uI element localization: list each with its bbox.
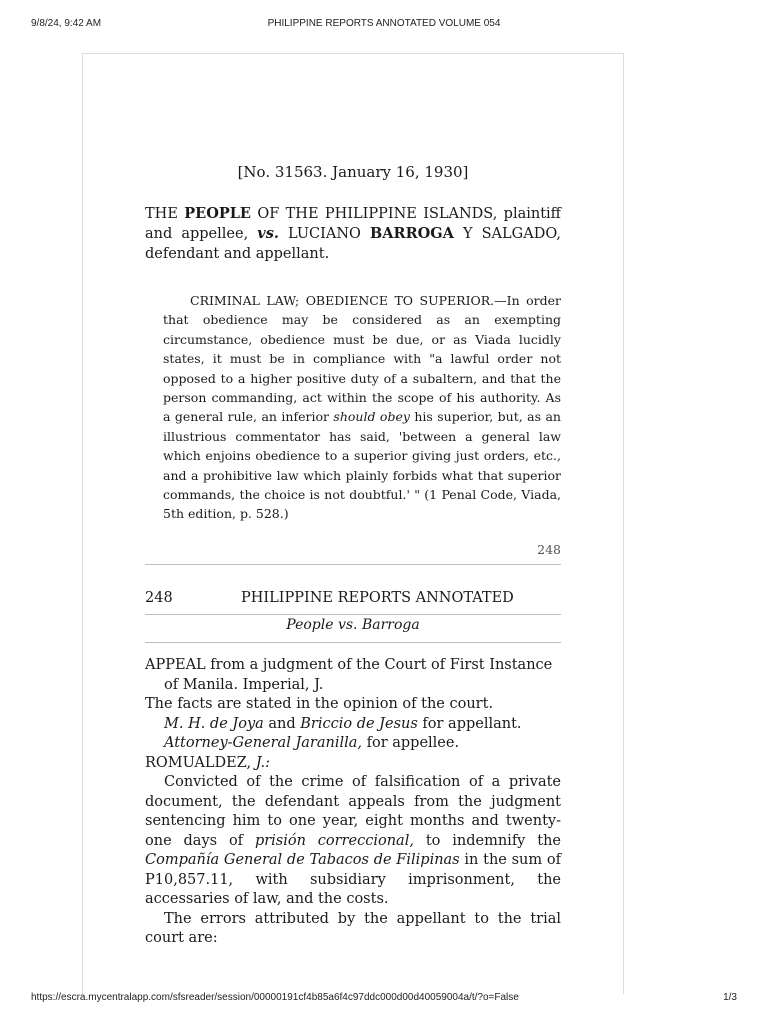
document-page	[82, 53, 624, 994]
case-number: [No. 31563. January 16, 1930]	[237, 163, 469, 181]
syllabus	[163, 291, 561, 524]
case-parties	[145, 204, 561, 264]
p1-text-e: in the sum of P10,857.11, with subsidiary imprisonment, the accessaries of law, and the costs.	[145, 852, 561, 907]
appeal-line: APPEAL from a judgment of the Court of First Instance of Manila. Imperial, J.	[145, 657, 553, 693]
running-head-title: PHILIPPINE REPORTS ANNOTATED	[241, 590, 514, 606]
p1-text-b: prisión correccional,	[254, 832, 414, 849]
syllabus-text-1: CRIMINAL LAW; OBEDIENCE TO SUPERIOR.—In order that obedience may be considered as an exempting circumstance, obedience must be due, or as Viada lucidly states, it must be in compliance with "a lawful order not opposed to a higher positive duty of a subaltern, and that the person commanding, act within the scope of his authority. As a general rule, an inferior	[163, 293, 561, 425]
counsel-appellee	[145, 734, 561, 754]
p1-text-d: Compañía General de Tabacos de Filipinas	[145, 852, 460, 868]
print-page-indicator: 1/3	[723, 992, 737, 1003]
counsel-name-3: Attorney-General Jaranilla,	[164, 735, 362, 751]
p1-text-a: Convicted of the crime of falsification of a private document, the defendant appeals from the judgment sentencing him to one year, eight months and twenty-one days of	[145, 774, 561, 849]
running-head-subtitle: People vs. Barroga	[286, 617, 420, 633]
counsel-role-1: for appellant.	[417, 715, 522, 732]
parties-vs: vs.	[257, 225, 279, 242]
parties-barroga: BARROGA	[370, 225, 454, 242]
print-url: https://escra.mycentralapp.com/sfsreader/session/00000191cf4b85a6f4c97ddc000d00d40059004a/t/?o=False	[31, 992, 519, 1003]
justice-title: J.:	[255, 754, 270, 771]
parties-people: PEOPLE	[184, 205, 251, 222]
parties-text-4: Y SALGADO, defendant and appellant.	[145, 226, 561, 262]
syllabus-text-3: his superior, but, as an illustrious commentator has said, 'between a general law which enjoins obedience to a superior giving just orders, etc., and a prohibitive law which plainly forbids what that superior commands, the choice is not doubtful.' " (1 Penal Code, Viada, 5th edition, p. 528.)	[163, 409, 561, 522]
running-head-rule-top	[145, 614, 561, 615]
facts-line: The facts are stated in the opinion of the court.	[145, 696, 494, 712]
counsel-role-2: for appellee.	[362, 735, 460, 751]
parties-text-1: THE	[145, 206, 185, 222]
parties-text-2: OF THE PHILIPPINE ISLANDS, plaintiff and appellee,	[145, 206, 561, 242]
justice-name: ROMUALDEZ,	[145, 754, 256, 771]
counsel-name-2: Briccio de Jesus	[300, 715, 418, 732]
running-head-rule-bottom	[145, 642, 561, 643]
print-datetime: 9/8/24, 9:42 AM	[31, 18, 102, 29]
opinion-paragraph-2: The errors attributed by the appellant to the trial court are:	[145, 910, 561, 946]
parties-text-3: LUCIANO	[278, 226, 371, 242]
running-head-page: 248	[145, 590, 173, 606]
counsel-appellant	[145, 715, 561, 735]
counsel-and: and	[263, 715, 301, 732]
counsel-name-1: M. H. de Joya	[164, 715, 264, 732]
syllabus-emphasis: should obey	[333, 409, 410, 425]
opinion-paragraph-1	[145, 773, 561, 910]
justice-line	[145, 754, 561, 774]
opinion-body	[145, 656, 561, 949]
page-divider	[145, 564, 561, 565]
print-title: PHILIPPINE REPORTS ANNOTATED VOLUME 054	[267, 18, 501, 29]
page-number-bottom: 248	[537, 542, 561, 557]
p1-text-c: to indemnify the	[413, 832, 561, 849]
